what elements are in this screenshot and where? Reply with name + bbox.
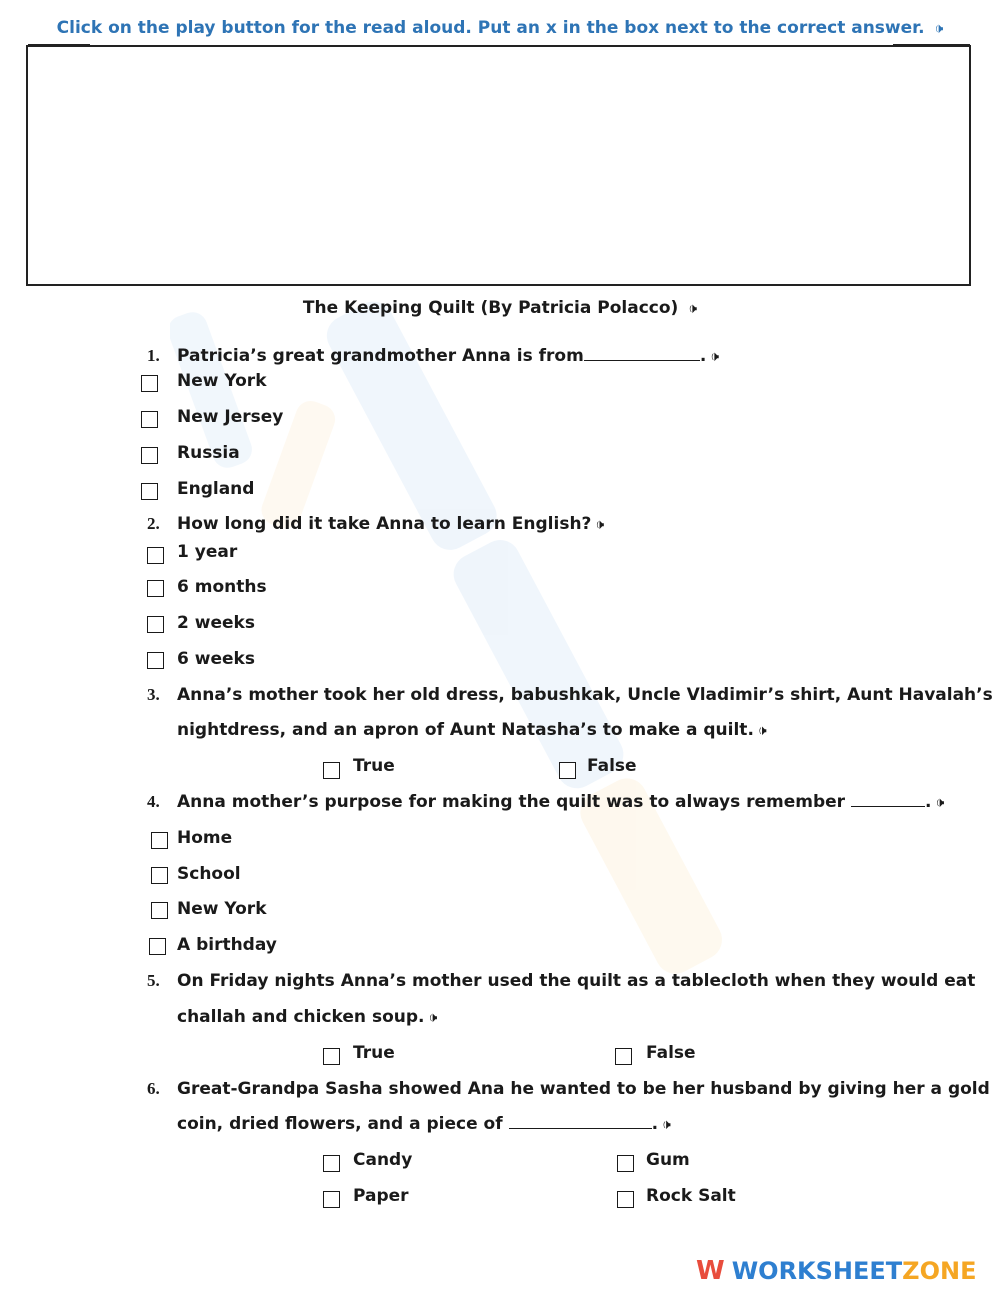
question-text-line1: Anna’s mother took her old dress, babushkak, Uncle Vladimir’s shirt, Aunt Havalah’s	[177, 685, 993, 705]
question-punct: .	[651, 1114, 659, 1134]
answer-checkbox[interactable]	[615, 1048, 632, 1065]
option-label: New Jersey	[177, 407, 284, 427]
answer-checkbox[interactable]	[559, 762, 576, 779]
option-label: True	[353, 756, 395, 776]
speaker-icon[interactable]: 🕩	[662, 1117, 671, 1133]
logo-text-part2: ZONE	[902, 1257, 977, 1285]
answer-checkbox[interactable]	[141, 375, 158, 392]
option-label: 2 weeks	[177, 613, 255, 633]
question-number: 2.	[147, 514, 160, 533]
question-text	[177, 514, 604, 534]
answer-checkbox[interactable]	[141, 411, 158, 428]
option-label: False	[646, 1043, 696, 1063]
answer-checkbox[interactable]	[323, 1155, 340, 1172]
question-label: coin, dried flowers, and a piece of	[177, 1114, 503, 1134]
option-label: England	[177, 479, 255, 499]
option-label: New York	[177, 899, 267, 919]
option-label: True	[353, 1043, 395, 1063]
answer-checkbox[interactable]	[141, 483, 158, 500]
option-label: School	[177, 864, 241, 884]
option-label: False	[587, 756, 637, 776]
watermark-graphic	[170, 300, 870, 980]
question-text-line1: Great-Grandpa Sasha showed Ana he wanted to be her husband by giving her a gold	[177, 1079, 990, 1099]
question-label: How long did it take Anna to learn English?	[177, 514, 592, 534]
option-label: Home	[177, 828, 233, 848]
speaker-icon[interactable]: 🕩	[428, 1010, 438, 1026]
answer-checkbox[interactable]	[151, 867, 168, 884]
speaker-icon[interactable]: 🕩	[595, 517, 605, 533]
option-label: Gum	[646, 1150, 690, 1170]
speaker-icon[interactable]: 🕩	[710, 349, 720, 365]
speaker-icon[interactable]: 🕩	[688, 301, 698, 317]
speaker-icon[interactable]: 🕩	[935, 795, 945, 811]
question-label: Anna mother’s purpose for making the quilt was to always remember	[177, 792, 846, 812]
answer-checkbox[interactable]	[323, 762, 340, 779]
answer-blank	[851, 794, 925, 807]
question-text-line2	[177, 720, 767, 740]
question-text-line2	[177, 1114, 671, 1134]
title-label: The Keeping Quilt (By Patricia Polacco)	[302, 298, 679, 318]
answer-checkbox[interactable]	[151, 832, 168, 849]
option-label: 6 weeks	[177, 649, 255, 669]
answer-checkbox[interactable]	[147, 580, 164, 597]
instruction-text	[0, 18, 1000, 38]
worksheetzone-logo	[696, 1256, 976, 1286]
question-number: 5.	[147, 971, 160, 990]
question-punct: .	[925, 792, 932, 812]
option-label: Russia	[177, 443, 240, 463]
question-number: 6.	[147, 1079, 160, 1098]
answer-blank	[509, 1116, 652, 1129]
speaker-icon[interactable]: 🕩	[934, 21, 944, 37]
answer-checkbox[interactable]	[617, 1191, 634, 1208]
answer-checkbox[interactable]	[323, 1191, 340, 1208]
option-label: Rock Salt	[646, 1186, 736, 1206]
question-punct: .	[699, 346, 707, 366]
answer-checkbox[interactable]	[151, 902, 168, 919]
answer-checkbox[interactable]	[147, 616, 164, 633]
answer-checkbox[interactable]	[149, 938, 166, 955]
media-player-frame[interactable]	[26, 45, 971, 286]
question-text	[177, 346, 719, 366]
speaker-icon[interactable]: 🕩	[757, 723, 767, 739]
question-label: Patricia’s great grandmother Anna is from	[177, 346, 584, 366]
answer-checkbox[interactable]	[147, 547, 164, 564]
question-text-line2	[177, 1007, 437, 1027]
question-number: 4.	[147, 792, 160, 811]
logo-mark-icon: W	[696, 1256, 722, 1286]
option-label: 1 year	[177, 542, 238, 562]
question-text-line1: On Friday nights Anna’s mother used the quilt as a tablecloth when they would eat	[177, 971, 976, 991]
instruction-label: Click on the play button for the read aloud. Put an x in the box next to the correct answer.	[56, 18, 925, 38]
worksheet-title	[0, 298, 1000, 318]
option-label: Paper	[353, 1186, 409, 1206]
answer-checkbox[interactable]	[617, 1155, 634, 1172]
answer-checkbox[interactable]	[147, 652, 164, 669]
question-number: 1.	[147, 346, 160, 365]
question-label: nightdress, and an apron of Aunt Natasha’s to make a quilt.	[177, 720, 754, 740]
option-label: Candy	[353, 1150, 413, 1170]
question-text	[177, 792, 944, 812]
question-label: challah and chicken soup.	[177, 1007, 425, 1027]
option-label: A birthday	[177, 935, 277, 955]
logo-text-part1: WORKSHEET	[731, 1257, 903, 1285]
question-number: 3.	[147, 685, 160, 704]
answer-checkbox[interactable]	[323, 1048, 340, 1065]
option-label: 6 months	[177, 577, 267, 597]
option-label: New York	[177, 371, 267, 391]
answer-blank	[584, 348, 700, 361]
answer-checkbox[interactable]	[141, 447, 158, 464]
